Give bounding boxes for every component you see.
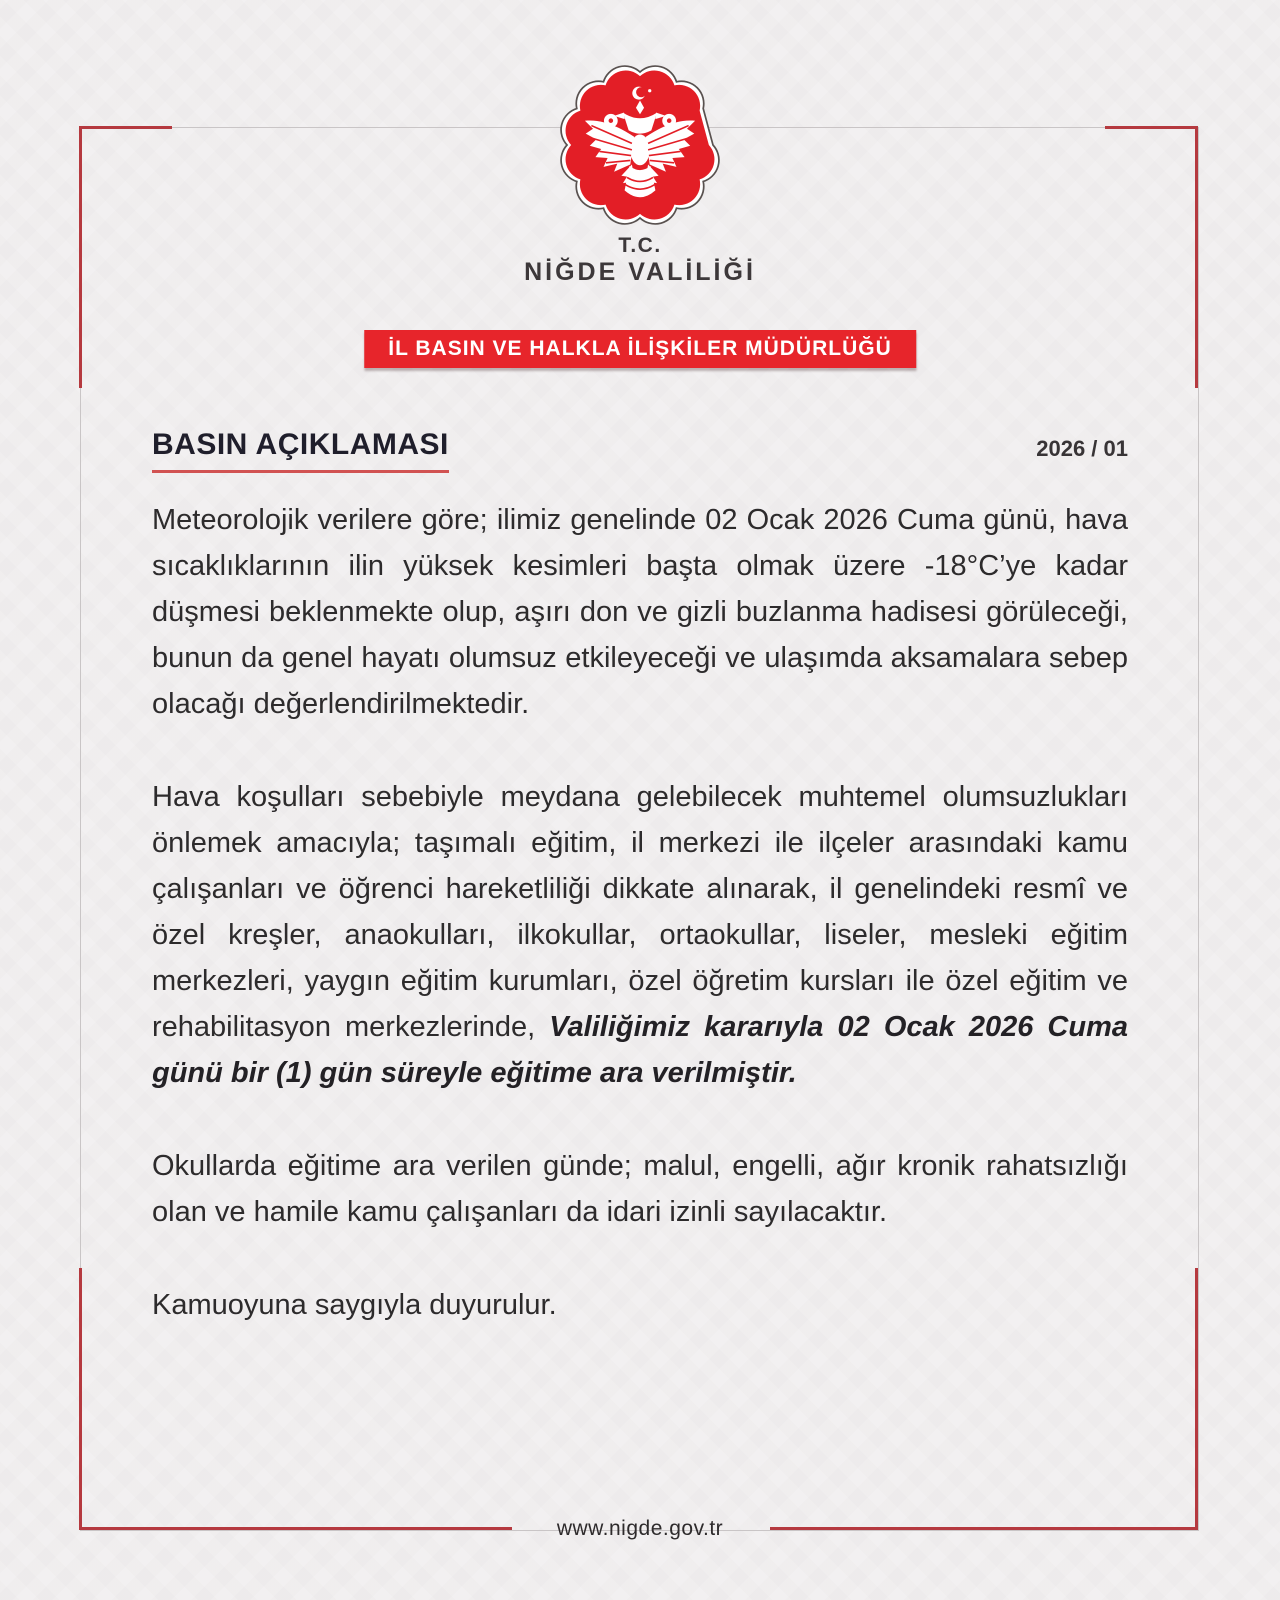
department-banner: İL BASIN VE HALKLA İLİŞKİLER MÜDÜRLÜĞÜ <box>364 330 916 368</box>
paragraph-suspension-decision <box>152 774 1128 1096</box>
paragraph-weather-warning: Meteorolojik verilere göre; ilimiz genelinde 02 Ocak 2026 Cuma günü, hava sıcaklıklarının ilin yüksek kesimleri başta olmak üzere -18°C’ye kadar düşmesi beklenmekte olup, aşırı don ve gizli buzlanma hadisesi görüleceği, bunun da genel hayatı olumsuz etkileyeceği ve ulaşımda aksamalara sebep olacağı değerlendirilmektedir. <box>152 504 1128 720</box>
education-suspension-statement: Valiliğimiz kararıyla 02 Ocak 2026 Cuma günü bir (1) gün süreyle eğitime ara verilmiştir. <box>152 1011 1128 1089</box>
nigde-governorship-emblem <box>559 64 721 226</box>
press-release-body <box>152 497 1128 1328</box>
title-row <box>152 428 1128 473</box>
paragraph-suspension-lead: Hava koşulları sebebiyle meydana gelebilecek muhtemel olumsuzlukları önlemek amacıyla; taşımalı eğitim, il merkezi ile ilçeler arasındaki kamu çalışanları ve öğrenci hareketliliği dikkate alınarak, il genelindeki resmî ve özel kreşler, anaokulları, ilkokullar, ortaokullar, liseler, mesleki eğitim merkezleri, yaygın eğitim kurumları, özel öğretim kursları ile özel eğitim ve rehabilitasyon merkezlerinde, <box>152 781 1128 1043</box>
paragraph-closing: Kamuoyuna saygıyla duyurulur. <box>152 1289 557 1321</box>
document-title: BASIN AÇIKLAMASI <box>152 428 449 461</box>
website-link[interactable]: www.nigde.gov.tr <box>556 1517 724 1540</box>
state-abbreviation: T.C. <box>618 234 662 257</box>
paragraph-administrative-leave: Okullarda eğitime ara verilen günde; malul, engelli, ağır kronik rahatsızlığı olan ve hamile kamu çalışanları da idari izinli sayılacaktır. <box>152 1150 1128 1228</box>
frame-accent-bottom-right-vertical <box>1195 1268 1198 1530</box>
title-underline <box>152 470 449 473</box>
document-title-block <box>152 428 449 473</box>
document-reference-number: 2026 / 01 <box>1036 436 1128 461</box>
frame-accent-bottom-left-vertical <box>79 1268 82 1530</box>
frame-accent-bottom-left-horizontal <box>79 1527 512 1530</box>
frame-accent-bottom-right-horizontal <box>770 1527 1198 1530</box>
governorship-seal-icon <box>559 64 721 226</box>
institution-name: NİĞDE VALİLİĞİ <box>524 258 756 286</box>
frame-accent-top-left-horizontal <box>79 126 172 129</box>
frame-accent-top-right-horizontal <box>1105 126 1198 129</box>
